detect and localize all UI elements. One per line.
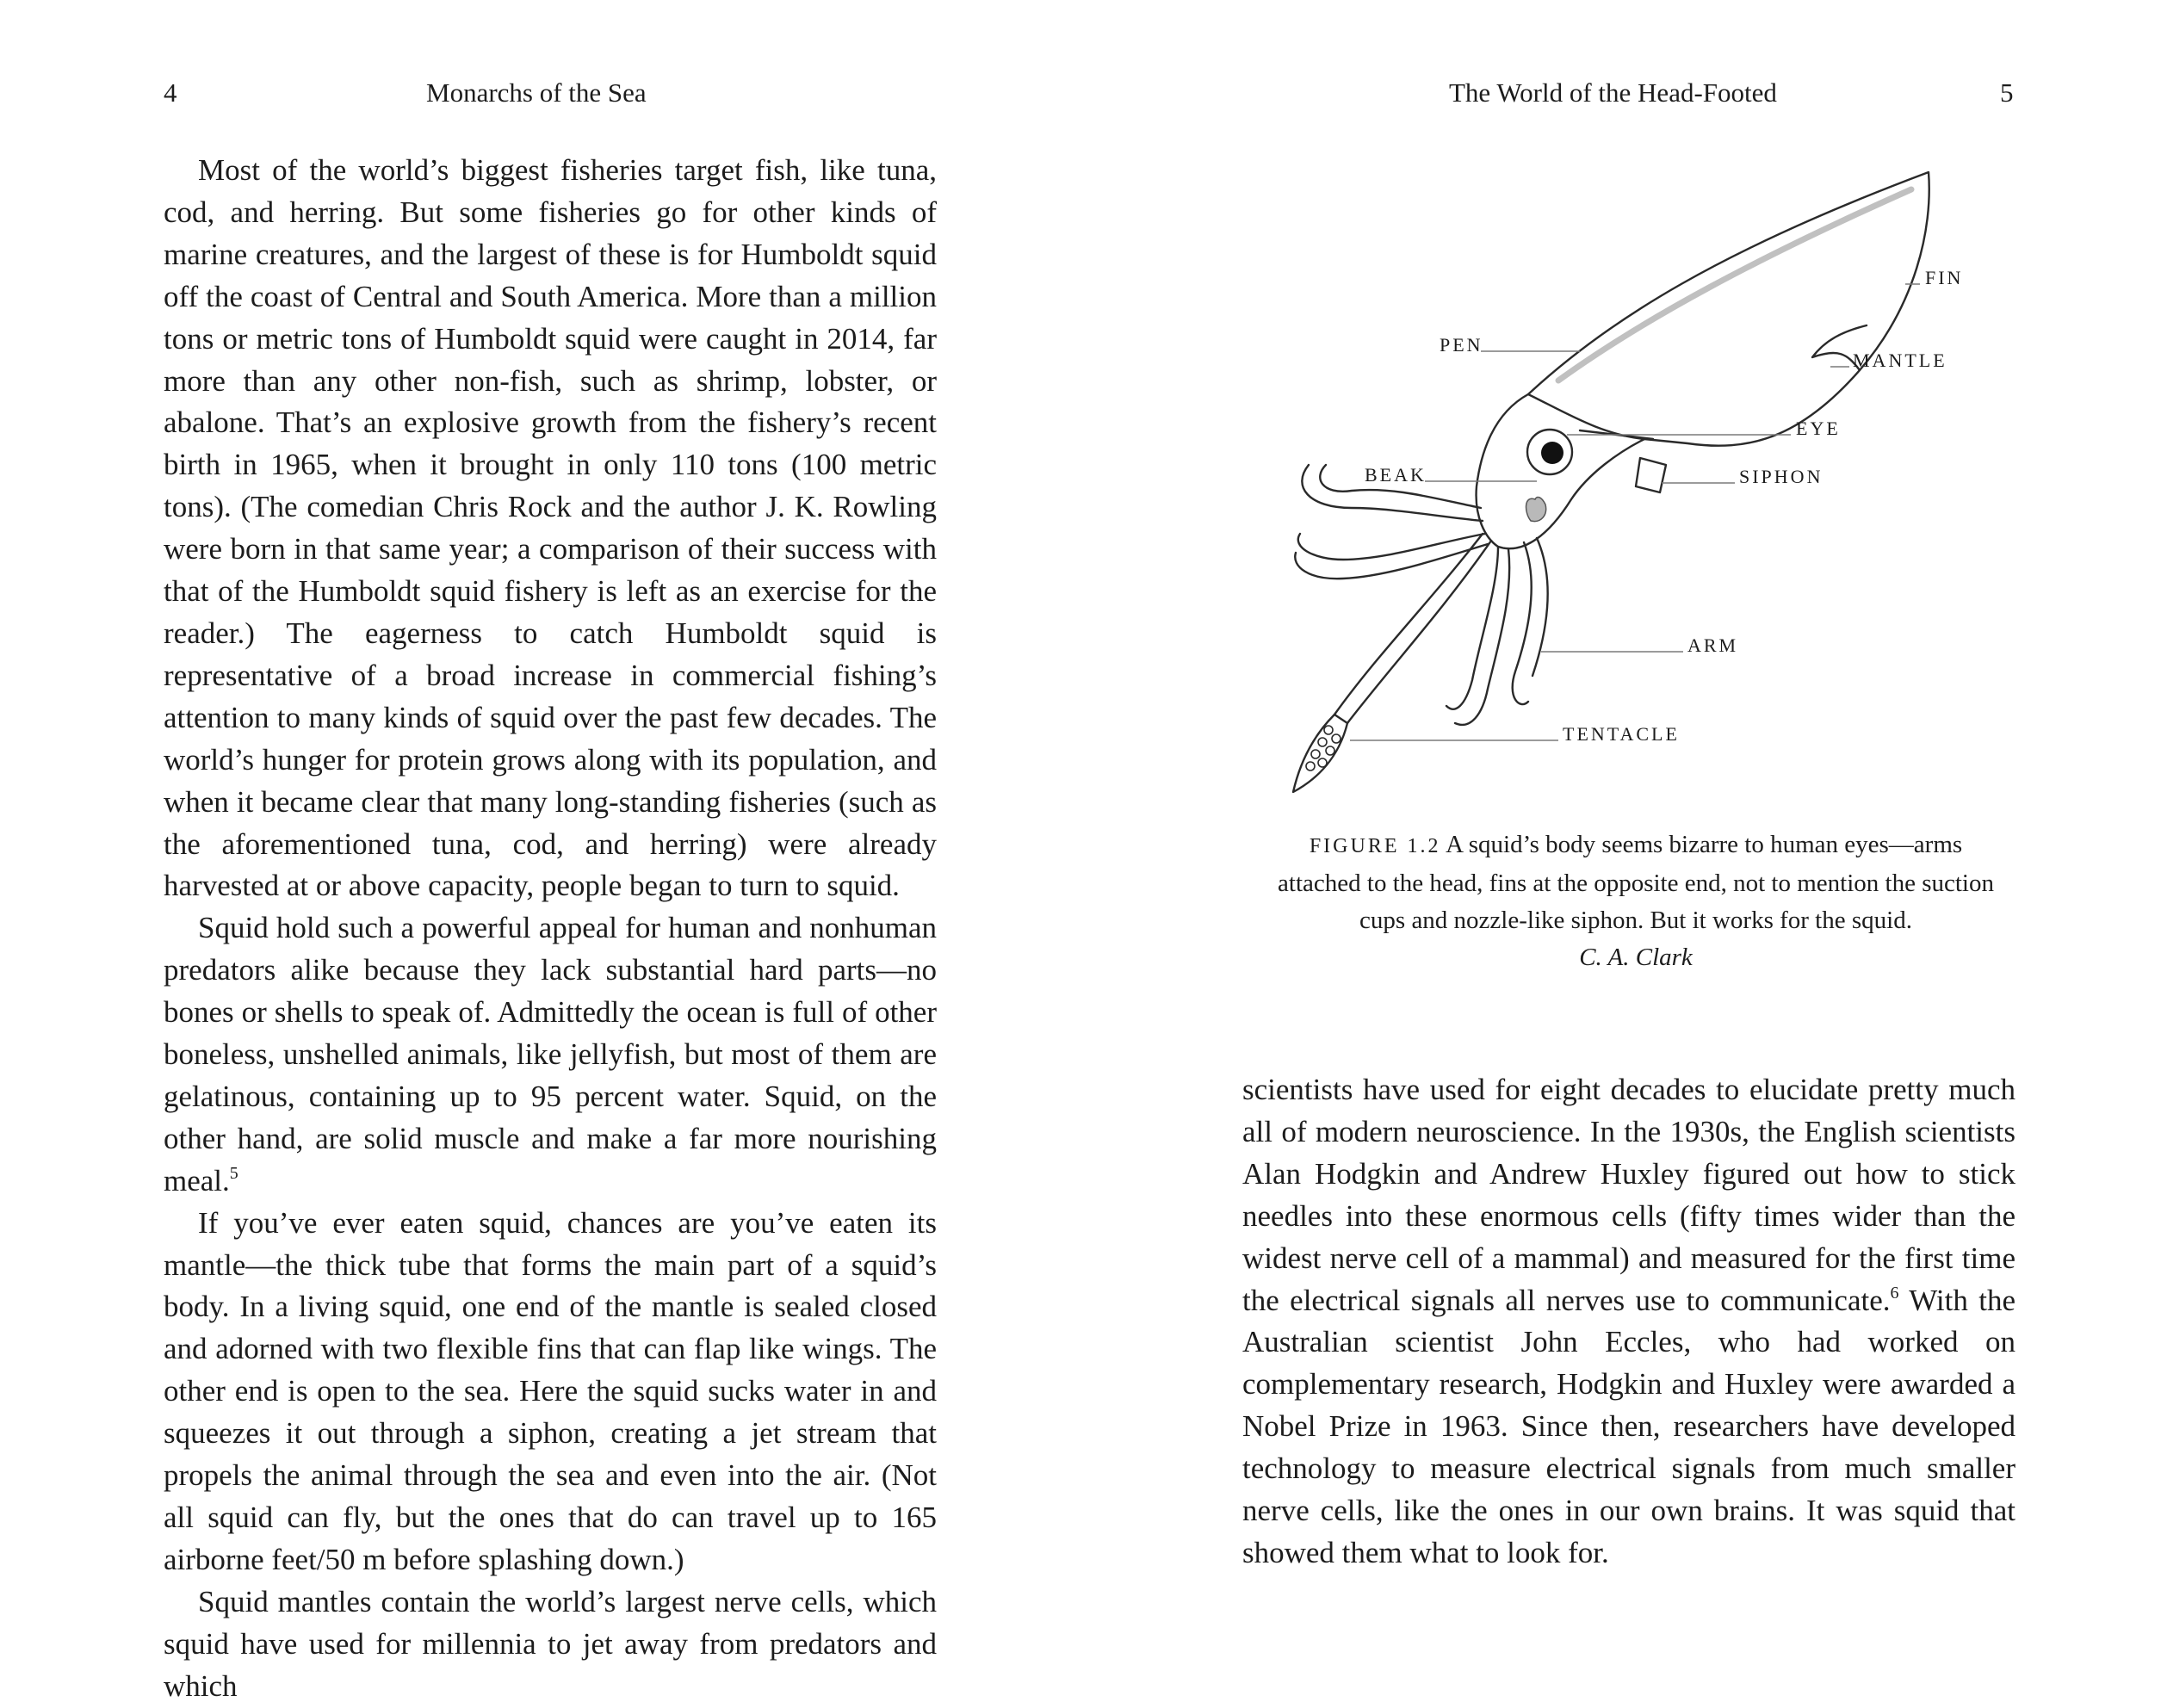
arm-2: [1298, 534, 1485, 560]
eye-pupil: [1541, 442, 1563, 464]
paragraph-3: [164, 1203, 937, 1581]
arm-4: [1513, 542, 1532, 704]
page-number-right: 5: [2000, 77, 2014, 108]
left-page: [0, 0, 1080, 1703]
paragraph-4-text: Squid mantles contain the world’s largest nerve cells, which squid have used for millennia to jet away from predators and which: [164, 1584, 937, 1703]
paragraph-1: [164, 150, 937, 907]
label-beak: BEAK: [1365, 464, 1427, 486]
arm-2-inner: [1295, 544, 1488, 579]
beak-shape: [1526, 498, 1546, 522]
squid-figure: [1240, 155, 2058, 826]
mantle-outline: [1528, 172, 1929, 446]
tentacle-2: [1347, 541, 1491, 723]
paragraph-4: [164, 1581, 937, 1708]
figure-caption: [1266, 826, 2006, 976]
paragraph-5b-text: With the Australian scientist John Eccles, who had worked on complementary research, Hodgkin and Huxley were awarded a Nobel Prize in 1963. Since then, researchers have developed technology to measure electrical signals from much smaller nerve cells, like the ones in our own brains. It was squid that showed them what to look for.: [1242, 1283, 2015, 1569]
paragraph-1-text: Most of the world’s biggest fisheries target fish, like tuna, cod, and herring. But some fisheries go for other kinds of marine creatures, and the largest of these is for Humboldt squid off the coast of Central and South America. More than a million tons or metric tons of Humboldt squid were caught in 2014, far more than any other non-fish, such as shrimp, lobster, or abalone. That’s an explosive growth from the fishery’s recent birth in 1965, when it brought in only 110 tons (100 metric tons). (The comedian Chris Rock and the author J. K. Rowling were born in that same year; a comparison of their success with that of the Humboldt squid fishery is left as an exercise for the reader.) The eagerness to catch Humboldt squid is representative of a broad increase in commercial fishing’s attention to many kinds of squid over the past few decades. The world’s hunger for protein grows along with its population, and when it became clear that many long-standing fisheries (such as the aforementioned tuna, cod, and herring) were already harvested at or above capacity, people began to turn to squid.: [164, 153, 937, 903]
label-tentacle: TENTACLE: [1563, 723, 1680, 745]
paragraph-5: [1242, 1069, 2015, 1575]
running-head-right: The World of the Head-Footed: [1449, 77, 1777, 108]
label-siphon: SIPHON: [1739, 466, 1824, 487]
label-arm: ARM: [1687, 634, 1739, 656]
arm-3: [1446, 547, 1498, 709]
page-number-left: 4: [164, 77, 177, 108]
figure-number: FIGURE 1.2: [1309, 835, 1441, 857]
left-body-text: [164, 150, 937, 1708]
running-head-left: Monarchs of the Sea: [426, 77, 647, 108]
right-body-text: [1242, 1069, 2015, 1575]
paragraph-3-text: If you’ve ever eaten squid, chances are you’ve eaten its mantle—the thick tube that forms the main part of a squid’s body. In a living squid, one end of the mantle is sealed closed and adorned with two flexible fins that can flap like wings. The other end is open to the sea. Here the squid sucks water in and squeezes it out through a siphon, creating a jet stream that propels the animal through the sea and even into the air. (Not all squid can fly, but the ones that do can travel up to 165 airborne feet/50 m before splashing down.): [164, 1205, 937, 1576]
siphon-outline: [1636, 458, 1666, 492]
caption-text: A squid’s body seems bizarre to human eyes—arms attached to the head, fins at the opposite end, not to mention the suction cups and nozzle-like siphon. But it works for the squid.: [1278, 831, 1994, 934]
tentacle-1: [1334, 534, 1483, 715]
paragraph-2: [164, 907, 937, 1202]
label-eye: EYE: [1796, 418, 1841, 439]
arm-4-inner: [1533, 538, 1548, 676]
paragraph-2-text: Squid hold such a powerful appeal for human and nonhuman predators alike because they lack substantial hard parts—no bones or shells to speak of. Admittedly the ocean is full of other boneless, unshelled animals, like jellyfish, but most of them are gelatinous, containing up to 95 percent water. Squid, on the other hand, are solid muscle and make a far more nourishing meal.: [164, 911, 937, 1197]
paragraph-5-text: scientists have used for eight decades to elucidate pretty much all of modern neuroscience. In the 1930s, the English scientists Alan Hodgkin and Andrew Huxley figured out how to stick needles into these enormous cells (fifty times wider than the widest nerve cell of a mammal) and measured for the first time the electrical signals all nerves use to communicate.: [1242, 1073, 2015, 1317]
label-mantle: MANTLE: [1853, 350, 1947, 371]
figure-credit: C. A. Clark: [1579, 944, 1693, 971]
squid-illustration: [1240, 155, 2058, 826]
label-fin: FIN: [1925, 267, 1964, 288]
label-pen: PEN: [1440, 334, 1483, 356]
footnote-ref-6[interactable]: 6: [1890, 1283, 1899, 1303]
footnote-ref-5[interactable]: 5: [229, 1163, 238, 1183]
